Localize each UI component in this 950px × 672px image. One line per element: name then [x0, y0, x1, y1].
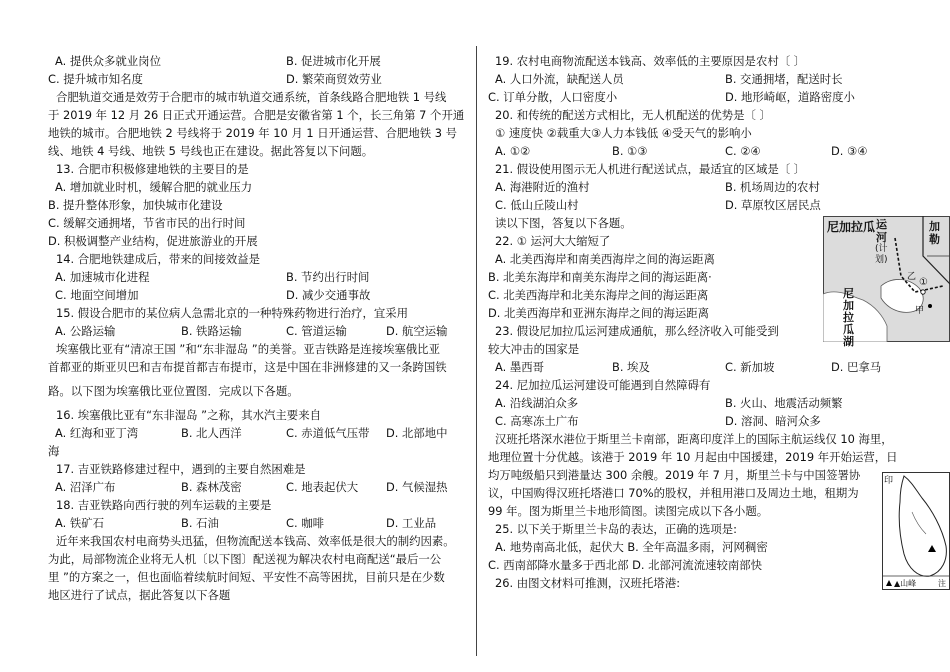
- passage4-line2: 地理位置十分优越。该港于 2019 年 10 月起由中国援建，2019 年开始运营，日: [488, 450, 898, 464]
- passage4-line5: 99 年。图为斯里兰卡地形简图。读图完成以下各小题。: [488, 504, 769, 518]
- q12-option-c[interactable]: C. 提升城市知名度: [48, 72, 143, 86]
- q21-option-a[interactable]: A. 海港附近的渔村: [495, 180, 590, 194]
- q18-stem: 18. 吉亚铁路向西行驶的列车运载的主要是: [56, 498, 272, 512]
- q14-option-d[interactable]: D. 减少交通事故: [286, 288, 371, 302]
- map2-legend-note: 注: [938, 579, 946, 588]
- q12-option-d[interactable]: D. 繁荣商贸效劳业: [286, 72, 382, 86]
- q18-option-d[interactable]: D. 工业品: [386, 516, 437, 530]
- q22-option-a[interactable]: A. 北美西海岸和南美西海岸之间的海运距离: [495, 252, 715, 266]
- q21-option-d[interactable]: D. 草原牧区居民点: [725, 198, 821, 212]
- map1-canal-label: 运河: [876, 218, 887, 244]
- q22-option-b[interactable]: B. 北美东海岸和南美东海岸之间的海运距离·: [488, 270, 712, 284]
- q19-option-d[interactable]: D. 地形崎岖，道路密度小: [725, 90, 855, 104]
- q16-option-a[interactable]: A. 红海和亚丁湾: [55, 426, 139, 440]
- q14-option-a[interactable]: A. 加速城市化进程: [55, 270, 150, 284]
- passage4-line1: 汉班托塔深水港位于斯里兰卡南部，距离印度洋上的国际主航运线仅 10 海里，: [495, 432, 893, 446]
- q17-stem: 17. 吉亚铁路修建过程中，遇到的主要自然困难是: [56, 462, 306, 476]
- q17-option-a[interactable]: A. 沼泽广布: [55, 480, 116, 494]
- q13-stem: 13. 合肥市积极修建地铁的主要目的是: [56, 162, 249, 176]
- q25-stem: 25. 以下关于斯里兰卡岛的表达，正确的选项是:: [495, 522, 737, 536]
- q16-option-b[interactable]: B. 北人西洋: [181, 426, 242, 440]
- q13-option-a[interactable]: A. 增加就业时机，缓解合肥的就业压力: [55, 180, 253, 194]
- q24-option-a[interactable]: A. 沿线湖泊众多: [495, 396, 579, 410]
- map2-top-label: 印: [884, 476, 894, 486]
- passage1-line3: 地铁的城市。合肥地铁 2 号线将于 2019 年 10 月 1 日开通运营、合肥地铁 3 号: [48, 126, 457, 140]
- q16-option-d[interactable]: D. 北部地中: [386, 426, 448, 440]
- q20-option-c[interactable]: C. ②④: [725, 144, 761, 158]
- map1-country-label: 尼加拉瓜: [827, 220, 876, 234]
- q15-option-d[interactable]: D. 航空运输: [386, 324, 448, 338]
- passage1-line2: 于 2019 年 12 月 26 日正式开通运营。合肥是安徽省第 1 个，长三角第 7 个开通: [48, 108, 465, 122]
- map1-point-1: ①: [919, 277, 928, 288]
- q14-stem: 14. 合肥地铁建成后，带来的间接效益是: [56, 252, 260, 266]
- q26-stem: 26. 由图文材料可推测，汉班托塔港:: [495, 576, 681, 590]
- q18-option-c[interactable]: C. 咖啡: [286, 516, 324, 530]
- q24-stem: 24. 尼加拉瓜运河建设可能遇到自然障碍有: [495, 378, 711, 392]
- map1-plan-label: (计划): [875, 244, 888, 265]
- q14-option-c[interactable]: C. 地面空间增加: [55, 288, 139, 302]
- passage2-line3: 路。以下图为埃塞俄比亚位置图．完成以下各题。: [48, 384, 299, 398]
- map-intro: 读以下图，答复以下各题。: [495, 216, 632, 230]
- q13-option-b[interactable]: B. 提升整体形象，加快城市化建设: [48, 198, 223, 212]
- q20-option-a[interactable]: A. ①②: [495, 144, 531, 158]
- q22-option-c[interactable]: C. 北美西海岸和北美东海岸之间的海运距离: [488, 288, 709, 302]
- q24-option-c[interactable]: C. 高寒冻土广布: [495, 414, 579, 428]
- q20-option-b[interactable]: B. ①③: [612, 144, 648, 158]
- passage3-line3: 里 ”的方案之一，但也面临着续航时间短、平安性不高等困扰，目前只是在少数: [48, 570, 445, 584]
- passage4-line3: 均万吨级船只到港量达 300 余艘。2019 年 7 月，斯里兰卡与中国签署协: [488, 468, 861, 482]
- passage2-line1: 埃塞俄比亚有“清凉王国 ”和“东非湿岛 ”的美誉。亚吉铁路是连接埃塞俄比亚: [56, 342, 440, 356]
- q16-option-c[interactable]: C. 赤道低气压带: [286, 426, 370, 440]
- map1-point-yi: 乙: [907, 272, 917, 282]
- passage1-line4: 线、地铁 4 号线、地铁 5 号线也正在建设。据此答复以下问题。: [48, 144, 374, 158]
- q21-stem: 21. 假设使用图示无人机进行配送试点，最适宜的区域是〔 〕: [495, 162, 806, 176]
- q23-stem: 23. 假设尼加拉瓜运河建成通航，那么经济收入可能受到: [495, 324, 779, 338]
- q19-stem: 19. 农村电商物流配送本钱高、效率低的主要原因是农村〔 〕: [495, 54, 806, 68]
- q17-option-b[interactable]: B. 森林茂密: [181, 480, 242, 494]
- q23-option-b[interactable]: B. 埃及: [612, 360, 650, 374]
- q20-stem: 20. 和传统的配送方式相比，无人机配送的优势是〔 〕: [495, 108, 771, 122]
- q16-option-d-wrap: 海: [48, 444, 60, 458]
- q16-stem: 16. 埃塞俄比亚有“东非湿岛 ”之称，其水汽主要来自: [56, 408, 321, 422]
- q24-option-d[interactable]: D. 溶洞、暗河众多: [725, 414, 821, 428]
- q19-option-b[interactable]: B. 交通拥堵，配送时长: [725, 72, 843, 86]
- q17-option-d[interactable]: D. 气候湿热: [386, 480, 448, 494]
- sri-lanka-map: [882, 472, 950, 590]
- map1-caribbean-label: 加勒: [929, 220, 940, 246]
- q25-option-cd[interactable]: C. 西南部降水量多于西北部 D. 北部河流流速较南部快: [488, 558, 763, 572]
- q18-option-b[interactable]: B. 石油: [181, 516, 219, 530]
- column-divider: [476, 46, 477, 656]
- q20-items: ① 速度快 ②载重大③人力本钱低 ④受天气的影响小: [495, 126, 752, 140]
- map2-legend-peak: ▲山峰: [894, 579, 917, 588]
- q12-option-b[interactable]: B. 促进城市化开展: [286, 54, 381, 68]
- q23-stem-cont: 较大冲击的国家是: [488, 342, 580, 356]
- q24-option-b[interactable]: B. 火山、地震活动频繁: [725, 396, 843, 410]
- passage3-line2: 为此，局部物流企业将无人机〔以下图〕配送视为解决农村电商配送“最后一公: [48, 552, 442, 566]
- map1-point-jia: 甲: [915, 306, 925, 316]
- q21-option-b[interactable]: B. 机场周边的农村: [725, 180, 820, 194]
- q15-option-b[interactable]: B. 铁路运输: [181, 324, 242, 338]
- q19-option-a[interactable]: A. 人口外流，缺配送人员: [495, 72, 624, 86]
- q17-option-c[interactable]: C. 地表起伏大: [286, 480, 359, 494]
- passage2-line2: 首都亚的斯亚贝巴和吉布提首都吉布提市，这是中国在非洲修建的又一条跨国铁: [48, 360, 447, 374]
- q22-stem: 22. ① 运河大大缩短了: [495, 234, 611, 248]
- q15-option-c[interactable]: C. 管道运输: [286, 324, 347, 338]
- q25-option-ab[interactable]: A. 地势南高北低，起伏大 B. 全年高温多雨，河网稠密: [495, 540, 768, 554]
- q23-option-c[interactable]: C. 新加坡: [725, 360, 775, 374]
- map1-lake-label: 尼加拉瓜湖: [843, 287, 854, 348]
- q13-option-d[interactable]: D. 积极调整产业结构，促进旅游业的开展: [48, 234, 258, 248]
- q13-option-c[interactable]: C. 缓解交通拥堵，节省市民的出行时间: [48, 216, 246, 230]
- q15-stem: 15. 假设合肥市的某位病人急需北京的一种特殊药物进行治疗，宜采用: [56, 306, 409, 320]
- passage3-line4: 地区进行了试点，据此答复以下各题: [48, 588, 231, 602]
- q20-option-d[interactable]: D. ③④: [831, 144, 868, 158]
- passage1-line1: 合肥轨道交通是效劳于合肥市的城市轨道交通系统，首条线路合肥地铁 1 号线: [56, 90, 447, 104]
- q15-option-a[interactable]: A. 公路运输: [55, 324, 116, 338]
- nicaragua-canal-map: [823, 216, 950, 348]
- q23-option-a[interactable]: A. 墨西哥: [495, 360, 545, 374]
- q21-option-c[interactable]: C. 低山丘陵山村: [495, 198, 579, 212]
- q23-option-d[interactable]: D. 巴拿马: [831, 360, 882, 374]
- passage3-line1: 近年来我国农村电商势头迅猛，但物流配送本钱高、效率低是很大的制约因素。: [56, 534, 455, 548]
- q18-option-a[interactable]: A. 铁矿石: [55, 516, 105, 530]
- q14-option-b[interactable]: B. 节约出行时间: [286, 270, 370, 284]
- passage4-line4: 议，中国购得汉班托塔港口 70%的股权，并租用港口及周边土地，租期为: [488, 486, 859, 500]
- q12-option-a[interactable]: A. 提供众多就业岗位: [55, 54, 161, 68]
- q19-option-c[interactable]: C. 订单分散，人口密度小: [488, 90, 618, 104]
- q22-option-d[interactable]: D. 北美西海岸和亚洲东海岸之间的海运距离: [488, 306, 710, 320]
